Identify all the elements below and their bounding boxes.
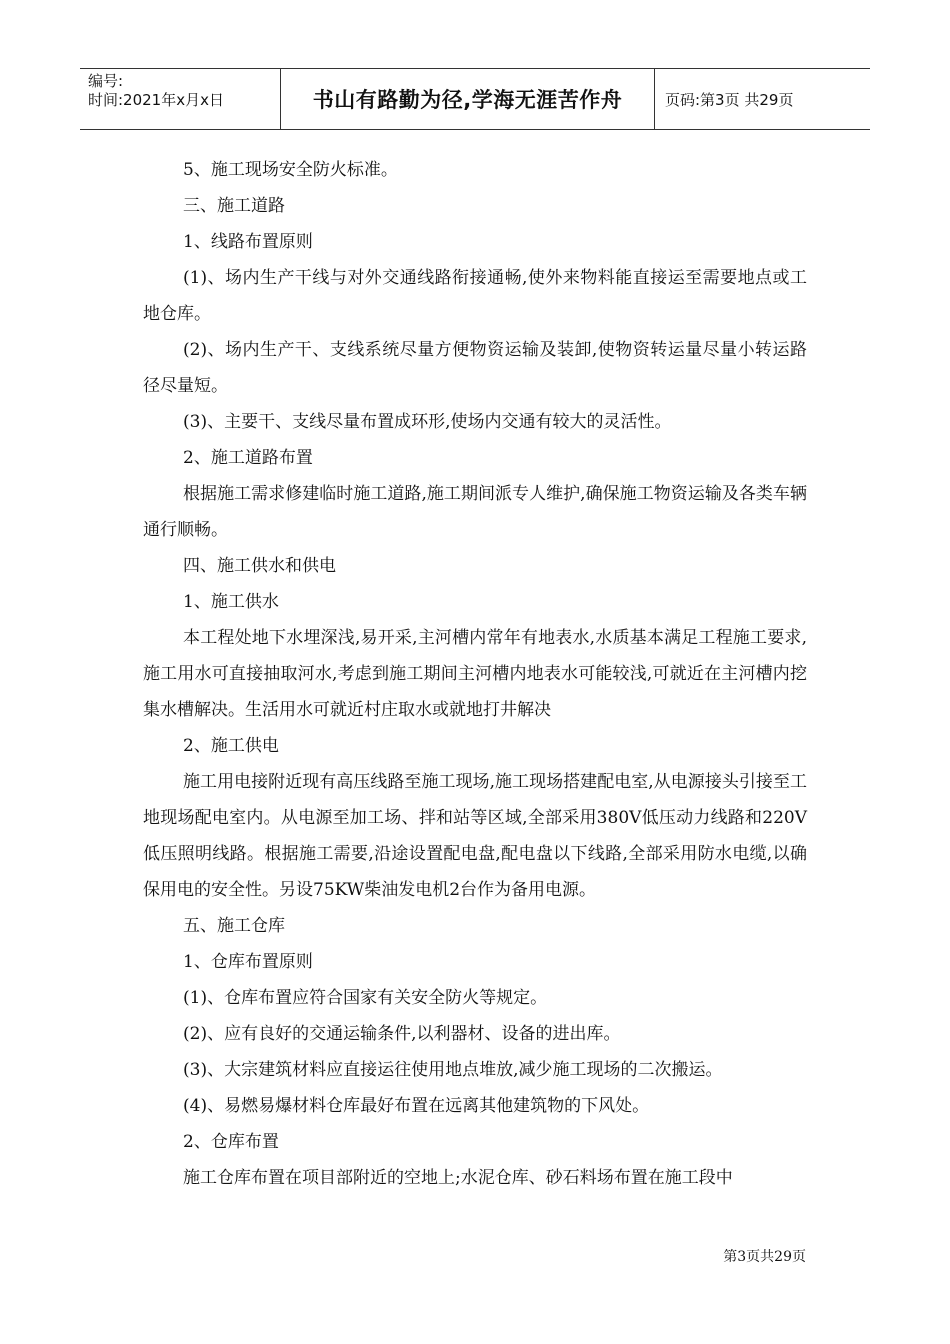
subsection-heading: 2、施工道路布置 [183,448,313,468]
paragraph: (4)、易燃易爆材料仓库最好布置在远离其他建筑物的下风处。 [183,1096,650,1116]
paragraph: 本工程处地下水埋深浅,易开采,主河槽内常年有地表水,水质基本满足工程施工要求,施工用水可直接抽取河水,考虑到施工期间主河槽内地表水可能较浅,可就近在主河槽内挖集水槽解决。生活用水可就近村庄取水或就地打井解决 [143,628,807,720]
header-motto: 书山有路勤为径,学海无涯苦作舟 [312,88,623,112]
section-heading: 三、施工道路 [183,196,285,216]
paragraph: (3)、主要干、支线尽量布置成环形,使场内交通有较大的灵活性。 [183,412,672,432]
header-page-cell [655,69,870,129]
paragraph: 施工用电接附近现有高压线路至施工现场,施工现场搭建配电室,从电源接头引接至工地现场配电室内。从电源至加工场、拌和站等区域,全部采用380V低压动力线路和220V低压照明线路。根据施工需要,沿途设置配电盘,配电盘以下线路,全部采用防水电缆,以确保用电的安全性。另设75KW柴油发电机2台作为备用电源。 [143,772,807,900]
page-footer-number: 第3页共29页 [723,1249,806,1265]
paragraph: (2)、应有良好的交通运输条件,以利器材、设备的进出库。 [183,1024,621,1044]
paragraph: 根据施工需求修建临时施工道路,施工期间派专人维护,确保施工物资运输及各类车辆通行顺畅。 [143,484,807,540]
header-page-number: 页码:第3页 共29页 [665,90,794,109]
paragraph: (1)、场内生产干线与对外交通线路衔接通畅,使外来物料能直接运至需要地点或工地仓库。 [143,268,807,324]
paragraph: 施工仓库布置在项目部附近的空地上;水泥仓库、砂石料场布置在施工段中 [183,1168,733,1188]
paragraph: 5、施工现场安全防火标准。 [183,160,398,180]
subsection-heading: 1、施工供水 [183,592,279,612]
document-time-label: 时间:2021年x月x日 [88,91,224,109]
paragraph: (2)、场内生产干、支线系统尽量方便物资运输及装卸,使物资转运量尽量小转运路径尽量短。 [143,340,807,396]
subsection-heading: 2、仓库布置 [183,1132,279,1152]
header-meta [80,69,281,129]
document-number-label: 编号: [88,72,124,90]
paragraph: (3)、大宗建筑材料应直接运往使用地点堆放,减少施工现场的二次搬运。 [183,1060,723,1080]
section-heading: 五、施工仓库 [183,916,285,936]
subsection-heading: 1、仓库布置原则 [183,952,313,972]
page-header [80,68,870,130]
subsection-heading: 1、线路布置原则 [183,232,313,252]
section-heading: 四、施工供水和供电 [183,556,336,576]
paragraph: (1)、仓库布置应符合国家有关安全防火等规定。 [183,988,548,1008]
header-motto-cell [281,69,655,129]
subsection-heading: 2、施工供电 [183,736,279,756]
document-body [143,152,807,1196]
